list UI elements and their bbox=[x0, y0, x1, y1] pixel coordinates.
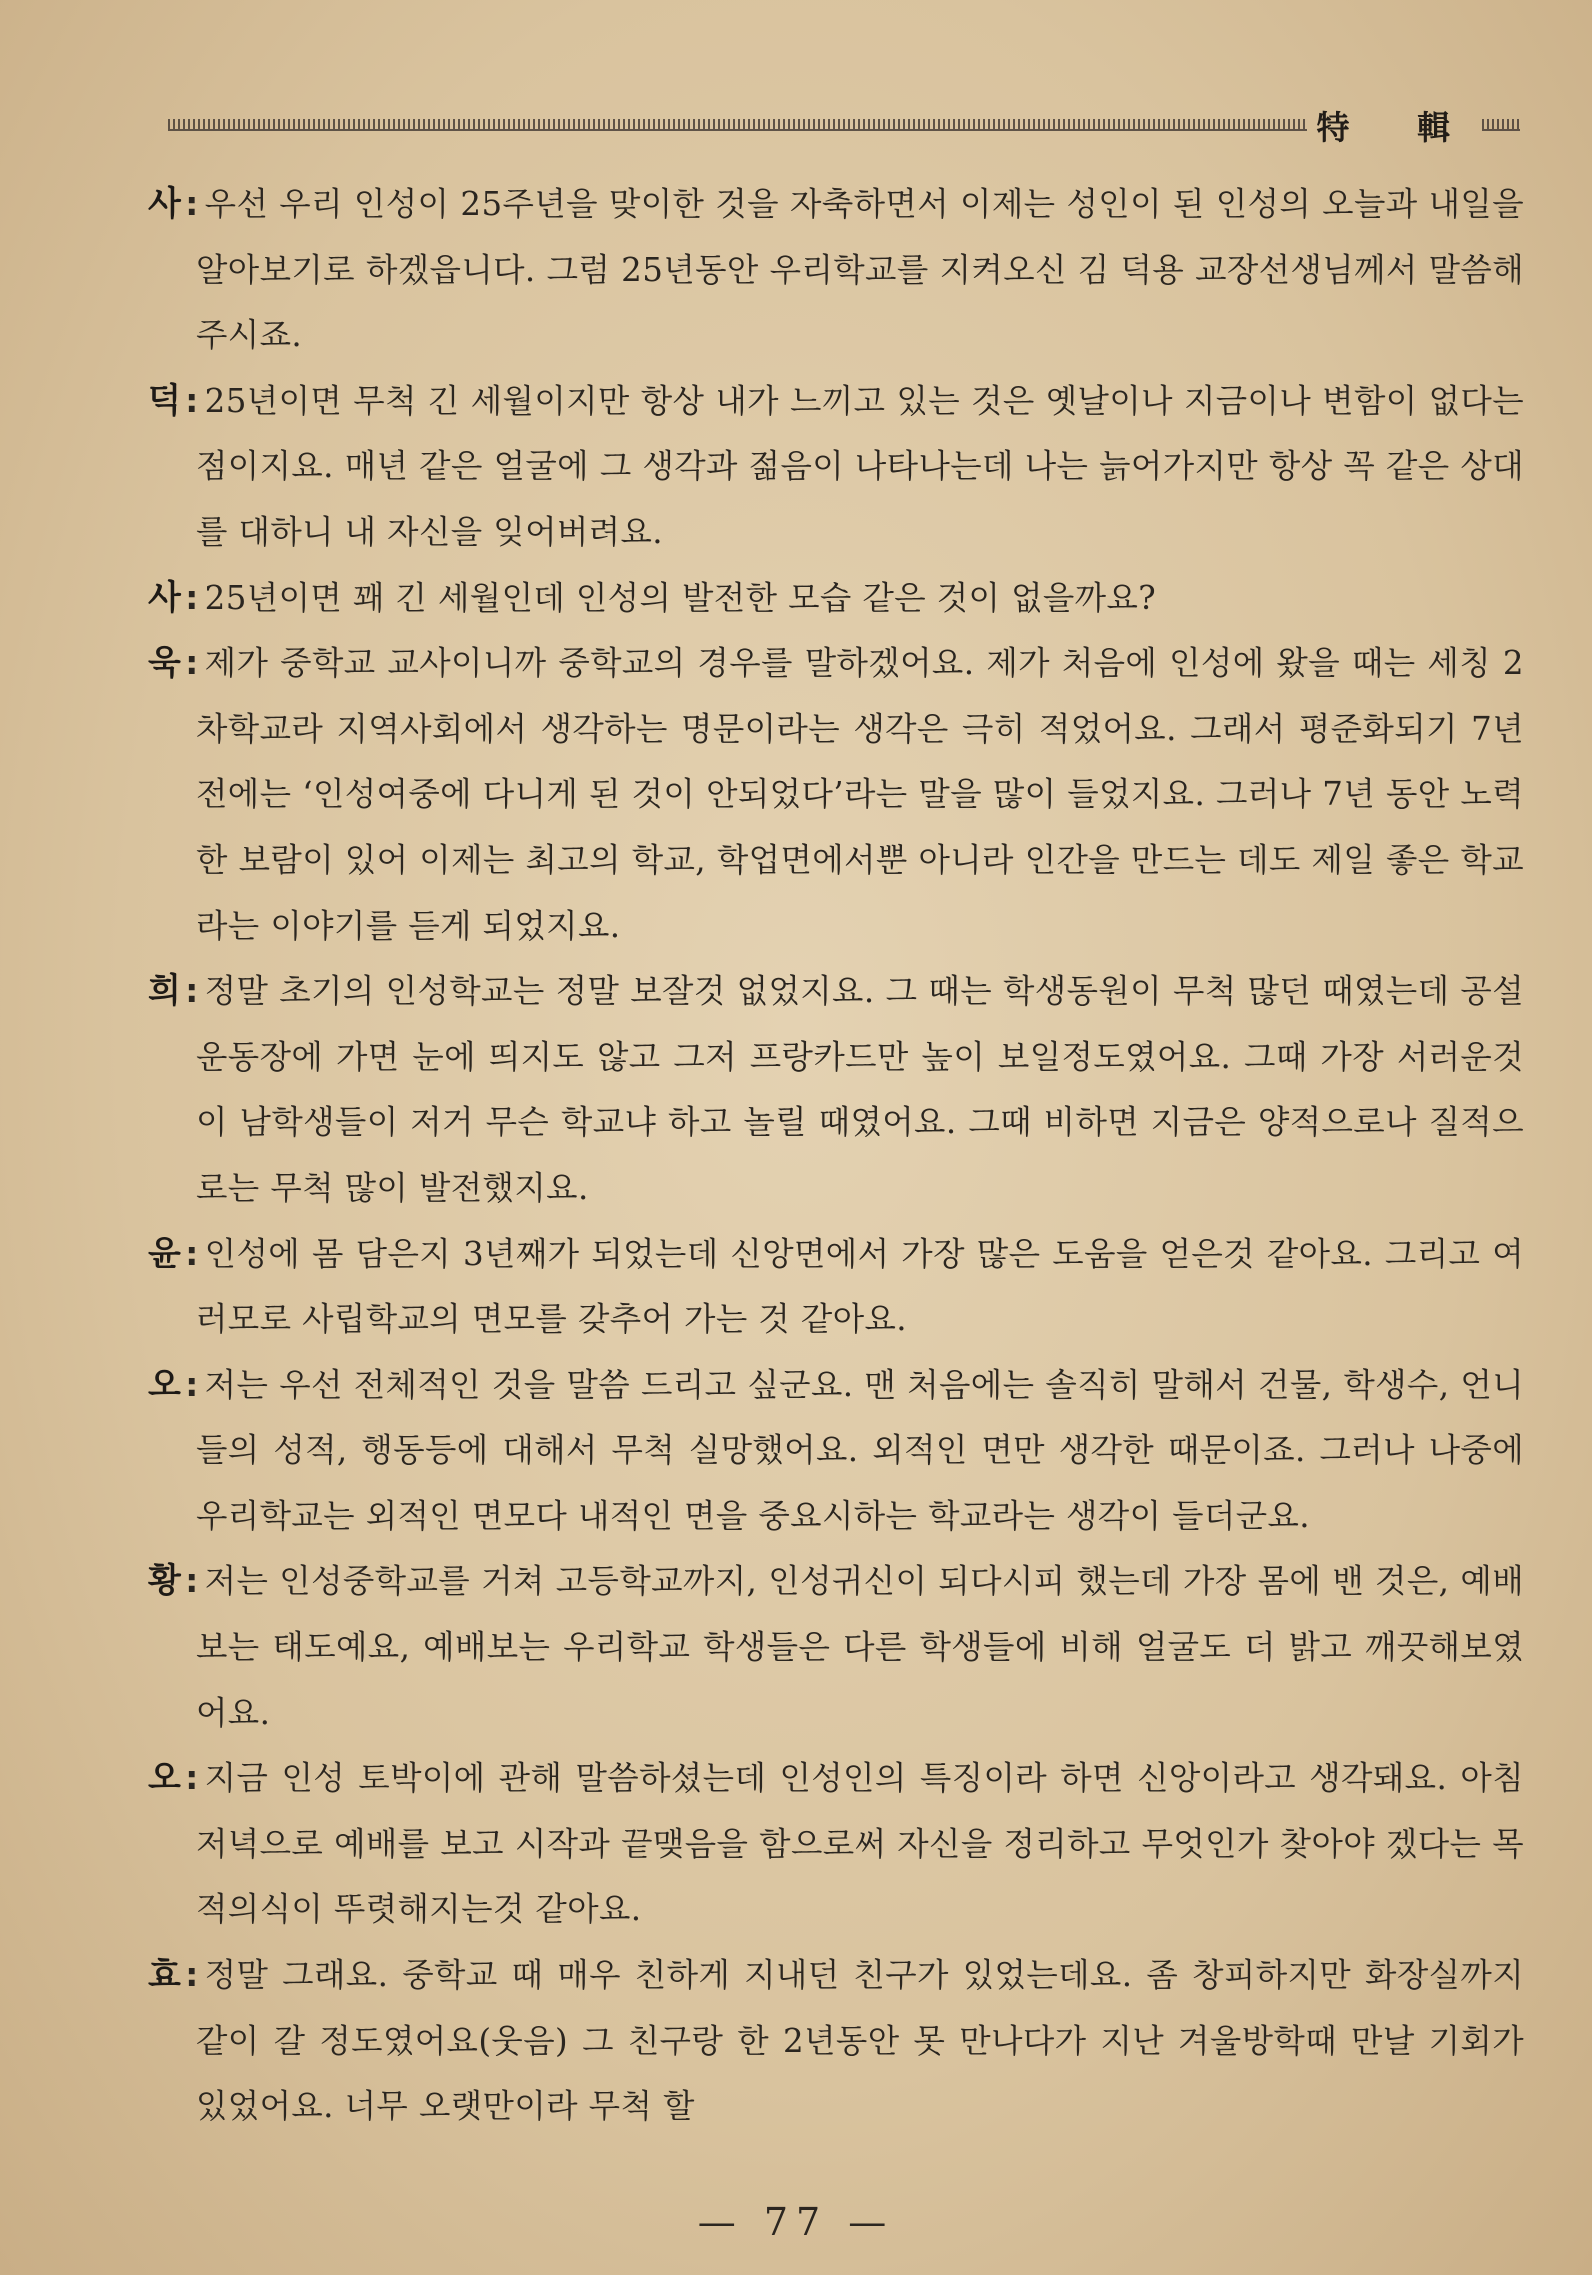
speaker-label: 희 bbox=[148, 971, 182, 1012]
speech-text: 정말 초기의 인성학교는 정말 보잘것 없었지요. 그 때는 학생동원이 무척 많던 때였는데 공설운동장에 가면 눈에 띄지도 않고 그저 프랑카드만 높이 보일정도였어요. 그때 가장 서러운것이 남학생들이 저거 무슨 학교냐 하고 놀릴 때였어요. 그때 비하면 지금은 양적으로나 질적으로는 무척 많이 발전했지요. bbox=[196, 972, 1524, 1207]
speech-text: 25년이면 꽤 긴 세월인데 인성의 발전한 모습 같은 것이 없을까요? bbox=[204, 578, 1157, 617]
dialogue-entry bbox=[148, 369, 1524, 566]
speech-text: 25년이면 무척 긴 세월이지만 항상 내가 느끼고 있는 것은 옛날이나 지금이나 변함이 없다는 점이지요. 매년 같은 얼굴에 그 생각과 젊음이 나타나는데 나는 늙어가지만 항상 꼭 같은 상대를 대하니 내 자신을 잊어버려요. bbox=[196, 381, 1524, 551]
dialogue-entry bbox=[148, 566, 1524, 632]
speaker-separator: : bbox=[185, 381, 199, 420]
page-number: — 77 — bbox=[697, 2200, 895, 2244]
speaker-separator: : bbox=[185, 972, 199, 1011]
speech-text: 저는 우선 전체적인 것을 말씀 드리고 싶군요. 맨 처음에는 솔직히 말해서 건물, 학생수, 언니들의 성적, 행동등에 대해서 무척 실망했어요. 외적인 면만 생각한 때문이죠. 그러나 나중에 우리학교는 외적인 면모다 내적인 면을 중요시하는 학교라는 생각이 들더군요. bbox=[196, 1365, 1524, 1535]
speaker-label: 사 bbox=[148, 184, 182, 224]
speaker-label: 효 bbox=[148, 1955, 182, 1996]
section-header bbox=[168, 100, 1520, 150]
dialogue-entry bbox=[148, 631, 1524, 959]
article-body bbox=[148, 172, 1524, 2140]
speaker-separator: : bbox=[185, 1234, 199, 1273]
dialogue-entry bbox=[148, 1943, 1524, 2140]
speaker-label: 오 bbox=[148, 1364, 182, 1405]
dialogue-entry bbox=[148, 1222, 1524, 1353]
speaker-separator: : bbox=[185, 1759, 199, 1798]
speaker-label: 욱 bbox=[148, 643, 182, 684]
speaker-label: 덕 bbox=[148, 380, 182, 421]
speaker-separator: : bbox=[185, 1956, 199, 1995]
dialogue-entry bbox=[148, 1746, 1524, 1943]
header-rule bbox=[168, 119, 1307, 131]
header-rule-end bbox=[1482, 119, 1520, 131]
speaker-separator: : bbox=[185, 1365, 199, 1404]
speech-text: 우선 우리 인성이 25주년을 맞이한 것을 자축하면서 이제는 성인이 된 인성의 오늘과 내일을 알아보기로 하겠읍니다. 그럼 25년동안 우리학교를 지켜오신 김 덕용 교장선생님께서 말씀해 주시죠. bbox=[196, 185, 1524, 355]
section-label: 特 輯 bbox=[1316, 107, 1478, 147]
dialogue-entry bbox=[148, 1353, 1524, 1550]
speech-text: 인성에 몸 담은지 3년째가 되었는데 신앙면에서 가장 많은 도움을 얻은것 같아요. 그리고 여러모로 사립학교의 면모를 갖추어 가는 것 같아요. bbox=[196, 1234, 1524, 1339]
dialogue-entry bbox=[148, 172, 1524, 369]
speaker-separator: : bbox=[185, 578, 199, 617]
speaker-separator: : bbox=[185, 1562, 199, 1601]
speech-text: 저는 인성중학교를 거쳐 고등학교까지, 인성귀신이 되다시피 했는데 가장 몸에 밴 것은, 예배보는 태도예요, 예배보는 우리학교 학생들은 다른 학생들에 비해 얼굴도 더 밝고 깨끗해보였어요. bbox=[196, 1562, 1524, 1732]
speaker-label: 윤 bbox=[148, 1233, 182, 1274]
speaker-separator: : bbox=[185, 185, 199, 223]
dialogue-entry bbox=[148, 959, 1524, 1221]
speech-text: 지금 인성 토박이에 관해 말씀하셨는데 인성인의 특징이라 하면 신앙이라고 생각돼요. 아침 저녁으로 예배를 보고 시작과 끝맺음을 함으로써 자신을 정리하고 무엇인가 찾아야 겠다는 목적의식이 뚜렷해지는것 같아요. bbox=[196, 1759, 1524, 1929]
speaker-separator: : bbox=[185, 644, 199, 683]
speaker-label: 사 bbox=[148, 577, 182, 618]
dialogue-entry bbox=[148, 1549, 1524, 1746]
speaker-label: 황 bbox=[148, 1561, 182, 1602]
speech-text: 제가 중학교 교사이니까 중학교의 경우를 말하겠어요. 제가 처음에 인성에 왔을 때는 세칭 2차학교라 지역사회에서 생각하는 명문이라는 생각은 극히 적었어요. 그래서 평준화되기 7년전에는 ‘인성여중에 다니게 된 것이 안되었다’라는 말을 많이 들었지요. 그러나 7년 동안 노력한 보람이 있어 이제는 최고의 학교, 학업면에서뿐 아니라 인간을 만드는 데도 제일 좋은 학교라는 이야기를 듣게 되었지요. bbox=[196, 644, 1524, 945]
speaker-label: 오 bbox=[148, 1758, 182, 1799]
speech-text: 정말 그래요. 중학교 때 매우 친하게 지내던 친구가 있었는데요. 좀 창피하지만 화장실까지 같이 갈 정도였어요(웃음) 그 친구랑 한 2년동안 못 만나다가 지난 겨울방학때 만날 기회가 있었어요. 너무 오랫만이라 무척 할 bbox=[196, 1956, 1524, 2126]
